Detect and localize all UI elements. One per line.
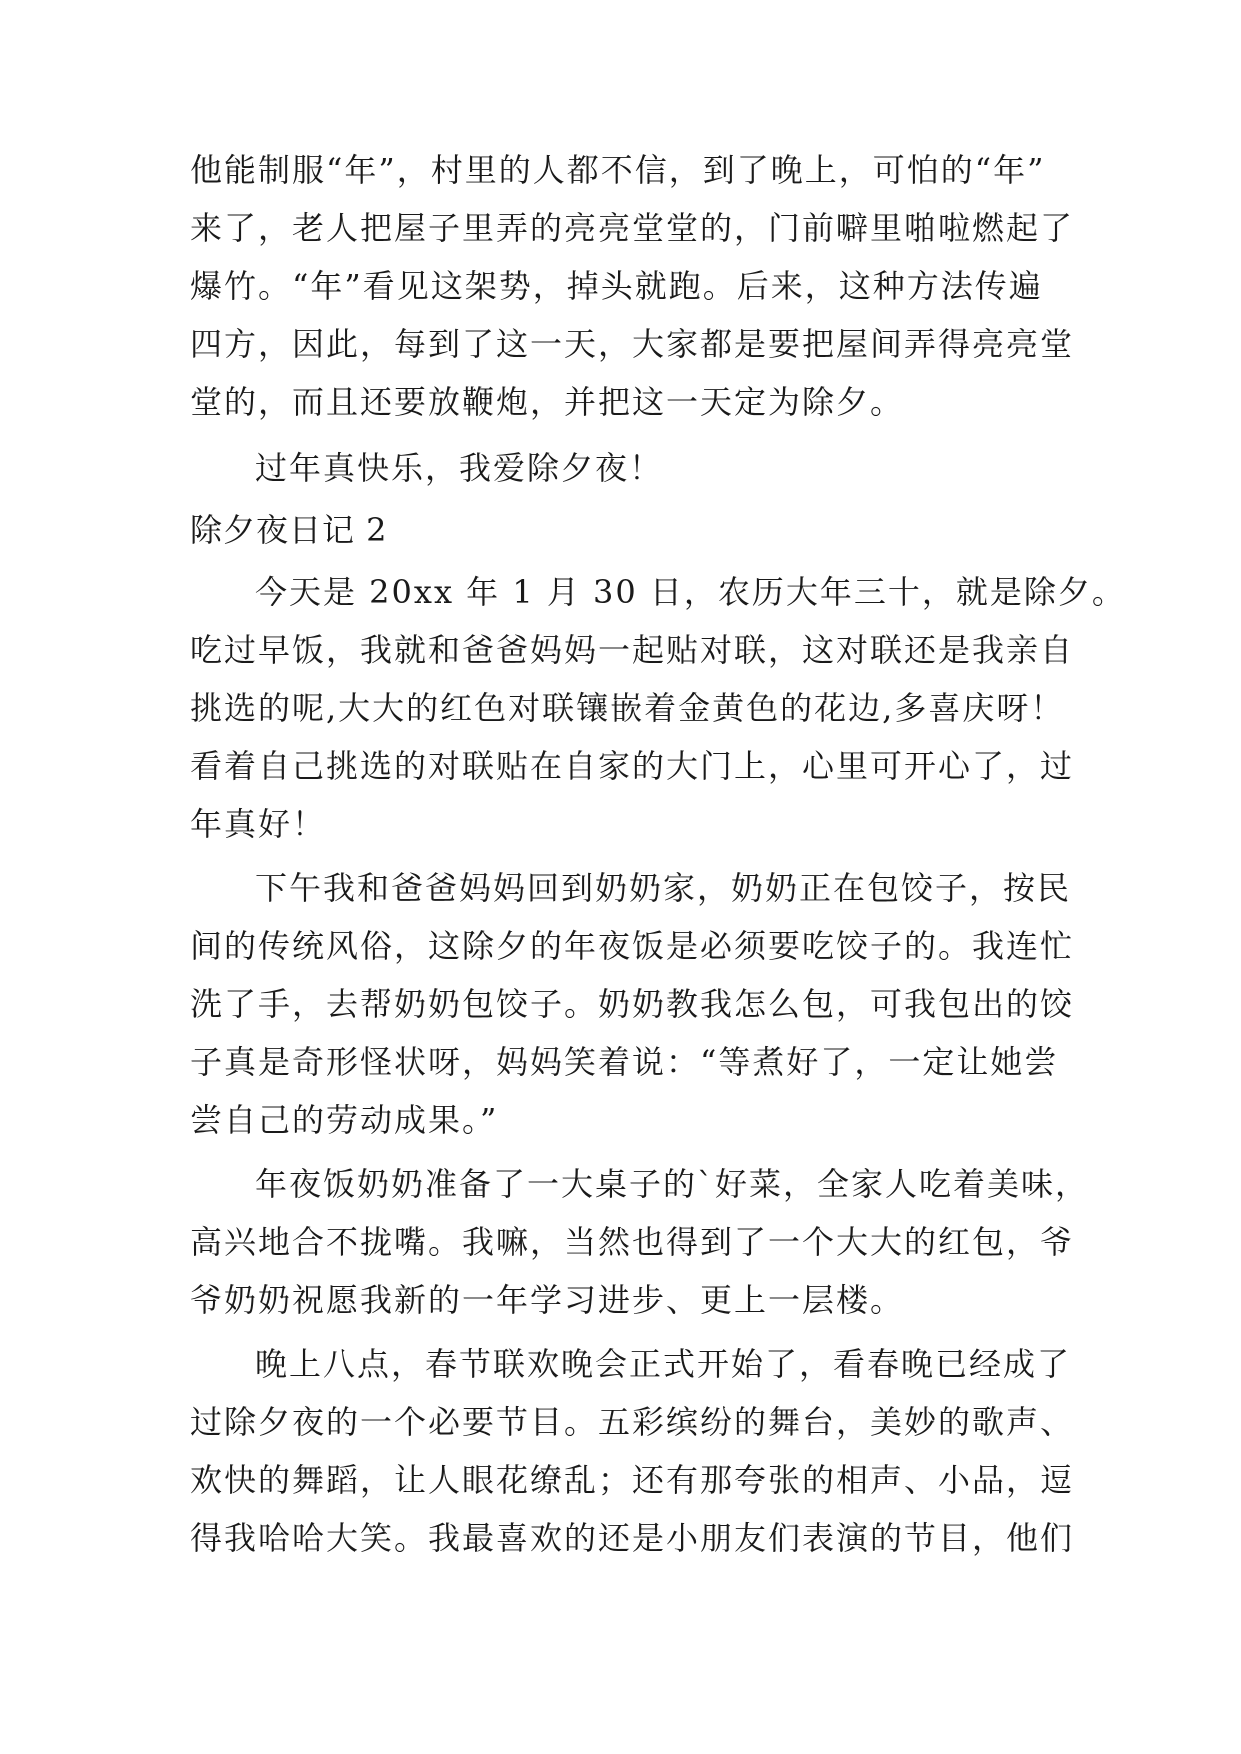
paragraph-line: 今天是 20xx 年 1 月 30 日，农历大年三十，就是除夕。 — [255, 573, 1126, 611]
text-line: 来了，老人把屋子里弄的亮亮堂堂的，门前噼里啪啦燃起了 — [190, 209, 1075, 247]
text-line: 看着自己挑选的对联贴在自家的大门上，心里可开心了，过 — [190, 747, 1075, 785]
text-line: 子真是奇形怪状呀，妈妈笑着说：“等煮好了，一定让她尝 — [190, 1043, 1059, 1081]
text-line: 爷奶奶祝愿我新的一年学习进步、更上一层楼。 — [190, 1281, 905, 1319]
text-line: 间的传统风俗，这除夕的年夜饭是必须要吃饺子的。我连忙 — [190, 927, 1075, 965]
text-line: 堂的，而且还要放鞭炮，并把这一天定为除夕。 — [190, 383, 905, 421]
text-line: 爆竹。“年”看见这架势，掉头就跑。后来，这种方法传遍 — [190, 267, 1043, 305]
section-heading: 除夕夜日记 2 — [190, 511, 388, 549]
text-line: 过除夕夜的一个必要节目。五彩缤纷的舞台，美妙的歌声、 — [190, 1403, 1075, 1441]
paragraph-line: 年夜饭奶奶准备了一大桌子的`好菜，全家人吃着美味， — [255, 1165, 1090, 1203]
text-line: 洗了手，去帮奶奶包饺子。奶奶教我怎么包，可我包出的饺 — [190, 985, 1075, 1023]
text-line: 挑选的呢,大大的红色对联镶嵌着金黄色的花边,多喜庆呀！ — [190, 689, 1065, 727]
text-line: 年真好！ — [190, 805, 327, 843]
text-line: 欢快的舞蹈，让人眼花缭乱；还有那夸张的相声、小品，逗 — [190, 1461, 1075, 1499]
paragraph-line: 过年真快乐，我爱除夕夜！ — [255, 449, 664, 487]
text-line: 四方，因此，每到了这一天，大家都是要把屋间弄得亮亮堂 — [190, 325, 1075, 363]
paragraph-line: 下午我和爸爸妈妈回到奶奶家，奶奶正在包饺子，按民 — [255, 869, 1072, 907]
paragraph-line: 晚上八点，春节联欢晚会正式开始了，看春晚已经成了 — [255, 1345, 1072, 1383]
text-line: 他能制服“年”，村里的人都不信，到了晚上，可怕的“年” — [190, 151, 1046, 189]
text-line: 尝自己的劳动成果。” — [190, 1101, 499, 1139]
text-line: 高兴地合不拢嘴。我嘛，当然也得到了一个大大的红包，爷 — [190, 1223, 1075, 1261]
text-line: 得我哈哈大笑。我最喜欢的还是小朋友们表演的节目，他们 — [190, 1519, 1075, 1557]
text-line: 吃过早饭，我就和爸爸妈妈一起贴对联，这对联还是我亲自 — [190, 631, 1075, 669]
